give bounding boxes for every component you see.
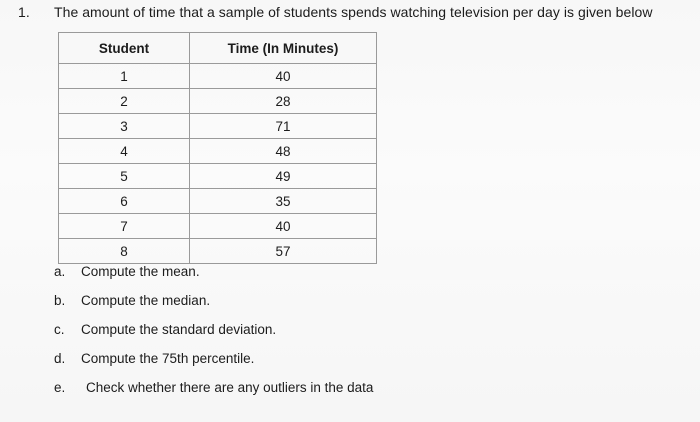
question-number: 1.: [18, 4, 30, 20]
question-heading: [18, 4, 652, 20]
table-row: [59, 189, 377, 214]
part-text: Compute the median.: [81, 293, 211, 308]
part-text: Compute the mean.: [81, 264, 200, 279]
part-letter: d.: [54, 351, 66, 366]
table-row: [59, 164, 377, 189]
table-row: [59, 114, 377, 139]
table-row: [59, 89, 377, 114]
cell-time: 35: [190, 189, 377, 214]
cell-time: 57: [190, 239, 377, 264]
cell-student: 3: [59, 114, 190, 139]
cell-student: 5: [59, 164, 190, 189]
table-row: [59, 239, 377, 264]
part-letter: a.: [54, 264, 66, 279]
cell-student: 1: [59, 64, 190, 89]
cell-time: 71: [190, 114, 377, 139]
cell-time: 28: [190, 89, 377, 114]
cell-time: 48: [190, 139, 377, 164]
part-text: Compute the 75th percentile.: [81, 351, 255, 366]
question-text: The amount of time that a sample of students spends watching television per day is given below: [54, 4, 653, 20]
header-student: Student: [59, 33, 190, 64]
header-time: Time (In Minutes): [190, 33, 377, 64]
table-row: [59, 64, 377, 89]
part-text: Check whether there are any outliers in the data: [86, 380, 374, 395]
data-table: [58, 32, 377, 264]
cell-time: 49: [190, 164, 377, 189]
cell-student: 6: [59, 189, 190, 214]
data-table-container: [58, 32, 377, 264]
table-header-row: [59, 33, 377, 64]
cell-time: 40: [190, 214, 377, 239]
table-row: [59, 214, 377, 239]
cell-student: 4: [59, 139, 190, 164]
cell-student: 2: [59, 89, 190, 114]
part-letter: c.: [54, 322, 65, 337]
cell-student: 7: [59, 214, 190, 239]
part-letter: e.: [54, 380, 66, 395]
cell-student: 8: [59, 239, 190, 264]
part-letter: b.: [54, 293, 66, 308]
part-text: Compute the standard deviation.: [81, 322, 277, 337]
cell-time: 40: [190, 64, 377, 89]
table-row: [59, 139, 377, 164]
